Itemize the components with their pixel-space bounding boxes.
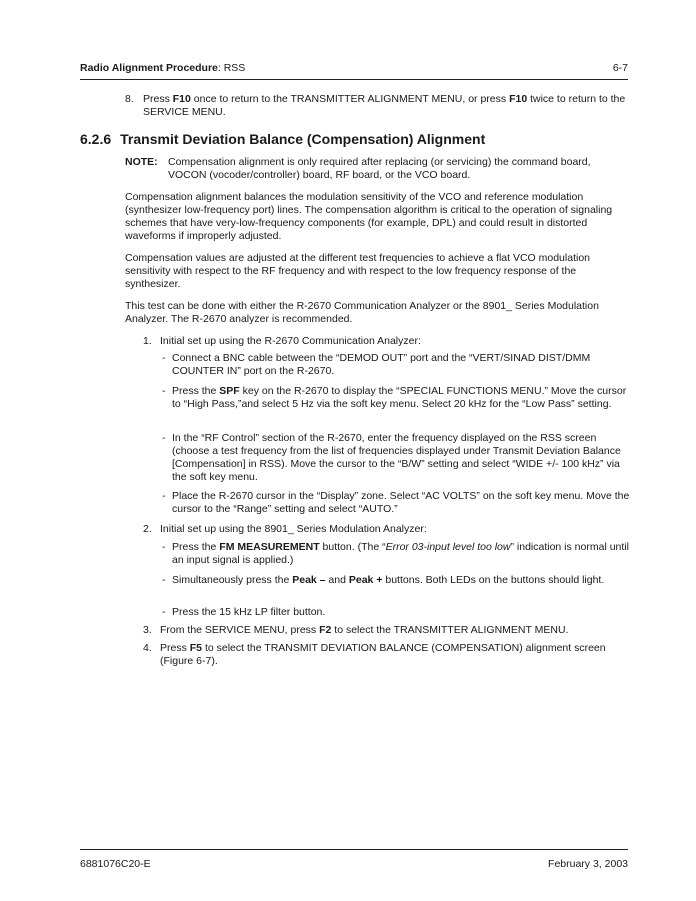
header-section (80, 62, 245, 80)
list-item-text: ” indication is normal until an input signal is applied.) (172, 541, 629, 566)
list-item-error-text: Error 03-input level too low (385, 541, 511, 553)
paragraph: Compensation values are adjusted at the different test frequencies to achieve a flat VCO modulation sensitivity with respect to the RF frequency and with respect to the low frequency response of the synthesizer. (125, 252, 590, 290)
footer-rule (80, 849, 628, 850)
footer-doc-number: 6881076C20-E (80, 858, 151, 870)
step-4-text: Press (160, 642, 190, 654)
dash-marker: - (162, 432, 166, 444)
step-2 (143, 523, 630, 536)
step-8-number: 8. (125, 93, 134, 105)
header-section-rest: : RSS (217, 62, 246, 74)
list-item-key: Peak – (292, 574, 326, 586)
step-3-key: F2 (319, 624, 332, 636)
section-number: 6.2.6 (80, 131, 112, 147)
step-1-text: Initial set up using the R-2670 Communication Analyzer: (160, 335, 421, 347)
header-page-number: 6-7 (612, 62, 628, 74)
list-item (162, 432, 630, 484)
list-item (162, 541, 630, 567)
paragraph: This test can be done with either the R-2670 Communication Analyzer or the 8901_ Series Modulation Analyzer. The R-2670 analyzer is recommended. (125, 300, 599, 325)
step-8-text: once to return to the TRANSMITTER ALIGNMENT MENU, or press (190, 93, 510, 105)
step-8-text: twice to return to the SERVICE MENU. (143, 93, 626, 118)
list-item-text: buttons. Both LEDs on the buttons should light. (382, 574, 605, 586)
step-3-number: 3. (143, 624, 152, 636)
header-rule (80, 79, 628, 80)
step-8-key: F10 (509, 93, 528, 105)
list-item-text: Press the 15 kHz LP filter button. (172, 606, 326, 618)
list-item (162, 352, 630, 378)
list-item (162, 606, 630, 619)
step-3-text: From the SERVICE MENU, press (160, 624, 320, 636)
step-4-text: to select the TRANSMIT DEVIATION BALANCE (COMPENSATION) alignment screen (Figure 6-7). (160, 642, 606, 667)
step-1-number: 1. (143, 335, 152, 347)
list-item-text: Place the R-2670 cursor in the “Display” zone. Select “AC VOLTS” on the soft key menu. Move the cursor to the “Range” setting and select “AUTO.” (172, 490, 630, 515)
step-4 (143, 642, 630, 668)
step-8 (125, 93, 628, 119)
list-item (162, 385, 630, 411)
dash-marker: - (162, 574, 166, 586)
step-4-key: F5 (189, 642, 203, 654)
step-8-text: Press (143, 93, 173, 105)
list-item-text: Simultaneously press the (172, 574, 293, 586)
header-section-bold: Radio Alignment Procedure (80, 62, 218, 74)
section-title: Transmit Deviation Balance (Compensation) Alignment (120, 131, 486, 147)
note-text: Compensation alignment is only required after replacing (or servicing) the command board, VOCON (vocoder/controller) board, RF board, or the VCO board. (168, 156, 591, 181)
page-header (80, 62, 628, 80)
step-4-number: 4. (143, 642, 152, 654)
list-item-key: Peak + (348, 574, 383, 586)
footer-date: February 3, 2003 (548, 858, 628, 870)
dash-marker: - (162, 385, 166, 397)
list-item-text: and (325, 574, 349, 586)
step-3 (143, 624, 630, 637)
list-item-text: Connect a BNC cable between the “DEMOD OUT” port and the “VERT/SINAD DIST/DMM COUNTER IN” port on the R-2670. (172, 352, 591, 377)
dash-marker: - (162, 541, 166, 553)
step-1 (143, 335, 630, 348)
list-item-key: SPF (219, 385, 240, 397)
step-2-text: Initial set up using the 8901_ Series Modulation Analyzer: (160, 523, 427, 535)
paragraph: Compensation alignment balances the modulation sensitivity of the VCO and reference modulation (synthesizer low-frequency port) lines. The compensation algorithm is critical to the operation of signaling schemes that have very-low-frequency components (for example, DPL) and could result in distorted waveforms if improperly adjusted. (125, 191, 613, 242)
list-item-text: Press the (172, 385, 220, 397)
note-label: NOTE: (125, 156, 158, 168)
section-heading (80, 133, 485, 146)
page-footer (80, 858, 628, 870)
list-item-key: FM MEASUREMENT (219, 541, 320, 553)
dash-marker: - (162, 490, 166, 502)
list-item-text: button. (The “ (319, 541, 386, 553)
step-2-number: 2. (143, 523, 152, 535)
list-item-text: key on the R-2670 to display the “SPECIAL FUNCTIONS MENU.” Move the cursor to “High Pass,”and select 5 Hz via the soft key menu. Select 20 kHz for the “Low Pass” setting. (172, 385, 627, 410)
step-3-text: to select the TRANSMITTER ALIGNMENT MENU. (331, 624, 569, 636)
list-item-text: Press the (172, 541, 220, 553)
list-item-text: In the “RF Control” section of the R-2670, enter the frequency displayed on the RSS screen (choose a test frequency from the list of frequencies displayed under Transmit Deviation Balance [Compensation] in RSS). Move the cursor to the “B/W” setting and select “WIDE +/- 100 kHz” via the soft key menu. (172, 432, 621, 483)
list-item (162, 490, 630, 516)
dash-marker: - (162, 352, 166, 364)
dash-marker: - (162, 606, 166, 618)
list-item (162, 574, 630, 587)
step-8-key: F10 (172, 93, 191, 105)
